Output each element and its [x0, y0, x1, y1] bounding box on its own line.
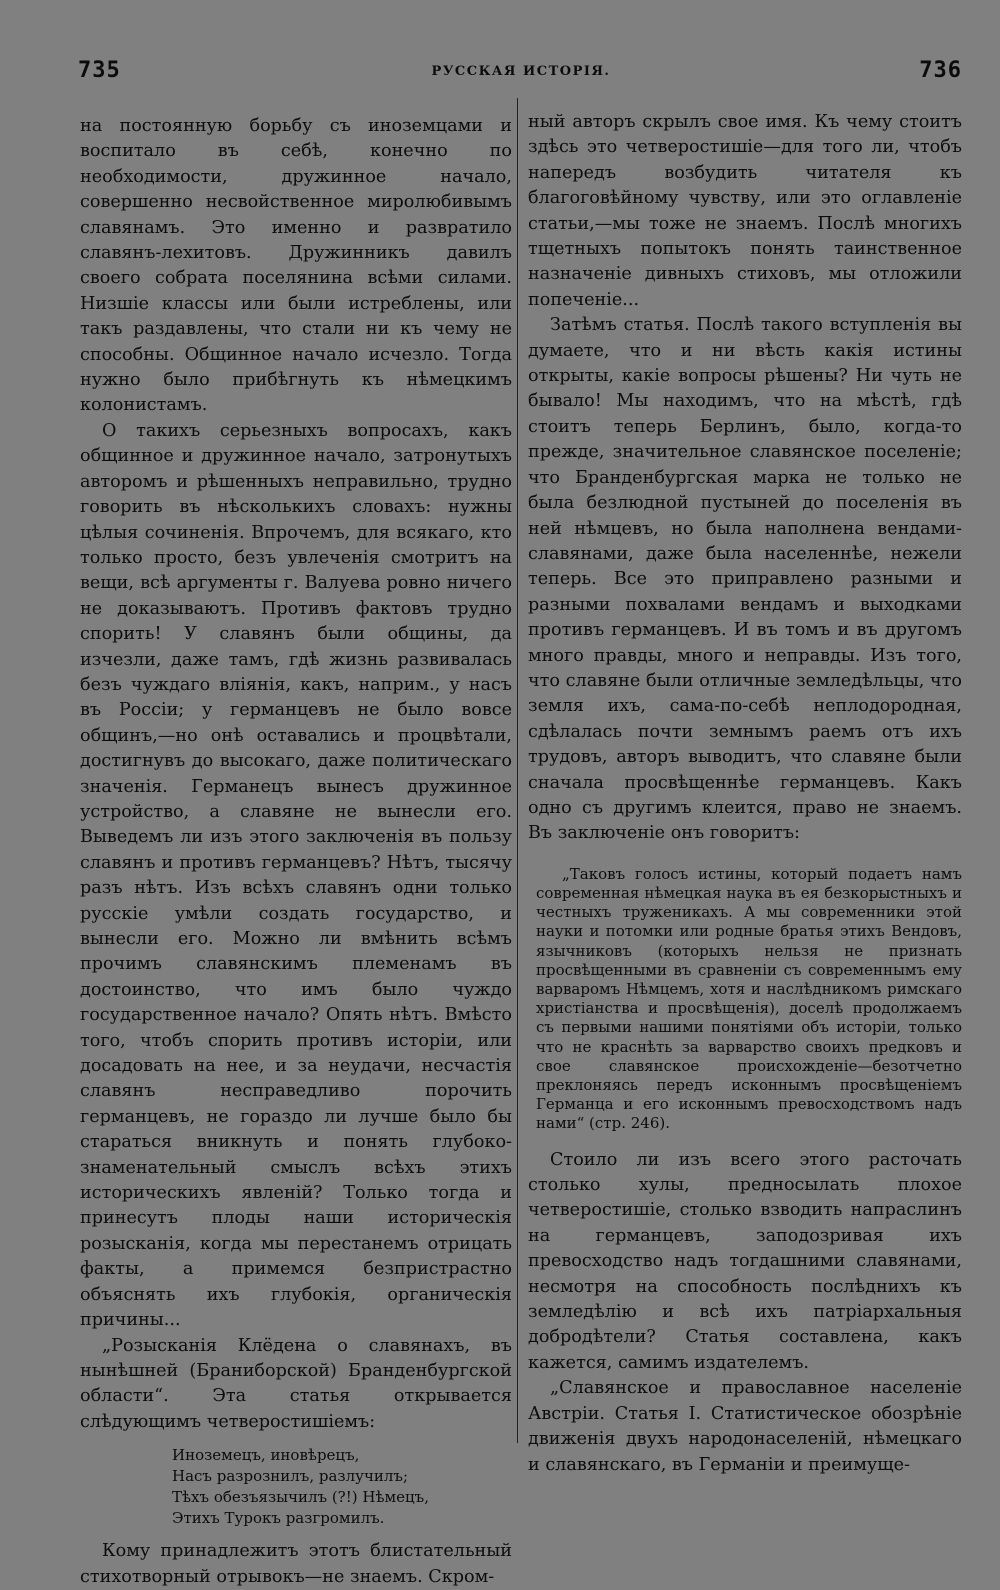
- quatrain: [172, 1445, 512, 1529]
- right-paragraph-2: Затѣмъ статья. Послѣ такого вступленія вы думаете, что и ни вѣсть какія истины открыты, какіе вопросы рѣшены? Ни чуть не бывало! Мы находимъ, что на мѣстѣ, гдѣ стоитъ теперь Берлинъ, было, когда-то прежде, значительное славянское поселеніе; что Бранденбургская марка не только не была безлюдной пустыней до поселенія въ ней нѣмцевъ, но была наполнена вендами-славянами, даже была населеннѣе, нежели теперь. Все это приправлено разными и разными похвалами вендамъ и выходками противъ германцевъ. И въ томъ и въ другомъ много правды, много и неправды. Изъ того, что славяне были отличные земледѣльцы, что земля ихъ, сама-по-себѣ неплодородная, сдѣлалась почти земнымъ раемъ отъ ихъ трудовъ, авторъ выводитъ, что славяне были сначала просвѣщеннѣе германцевъ. Какъ одно съ другимъ клеится, право не знаемъ. Въ заключеніе онъ говоритъ:: [528, 315, 962, 844]
- right-column: [528, 110, 962, 1478]
- poem-line: Тѣхъ обезъязычилъ (?!) Нѣмецъ,: [172, 1488, 429, 1507]
- left-column: [80, 110, 512, 1590]
- right-paragraph-3: Стоило ли изъ всего этого расточать столько хулы, предносылать плохое четверостишіе, столько взводить напраслинъ на германцевъ, заподозривая ихъ превосходство надъ тогдашними славянами, несмотря на способность послѣднихъ къ земледѣлію и всѣ ихъ патріархальныя добродѣтели? Статья составлена, какъ кажется, самимъ издателемъ.: [528, 1149, 962, 1373]
- left-paragraph-3: „Розысканія Клёдена о славянахъ, въ нынѣшней (Браниборской) Бранденбургской области“. Эта статья открывается слѣдующимъ четверостишіемъ:: [80, 1335, 512, 1432]
- poem-line: Этихъ Турокъ разгромилъ.: [172, 1509, 385, 1528]
- column-divider: [517, 98, 518, 1443]
- block-quote: „Таковъ голосъ истины, который подаетъ намъ современная нѣмецкая наука въ ея безкорыстныхъ и честныхъ труженикахъ. А мы современники этой науки и потомки или родные братья этихъ Вендовъ, язычниковъ (которыхъ нельзя не признать просвѣщенными въ сравненіи съ современнымъ ему варваромъ Нѣмцемъ, хотя и наслѣдникомъ римскаго христіанства и просвѣщенія), доселѣ продолжаемъ съ первыми нашими понятіями объ исторіи, только что не краснѣть за варварство своихъ предковъ и свое славянское происхожденіе—безотчетно преклоняясь передъ исконнымъ просвѣщеніемъ Германца и его исконнымъ превосходствомъ надъ нами“ (стр. 246).: [536, 864, 962, 1133]
- right-paragraph-4: „Славянское и православное населеніе Австріи. Статья I. Статистическое обозрѣніе движенія двухъ народонаселеній, нѣмецкаго и славянскаго, въ Германіи и преимуще-: [528, 1378, 962, 1475]
- page-header: [78, 58, 964, 88]
- left-paragraph-4: Кому принадлежитъ этотъ блистательный стихотворный отрывокъ—не знаемъ. Скром-: [80, 1541, 512, 1587]
- poem-line: Насъ разрознилъ, разлучилъ;: [172, 1467, 409, 1486]
- poem-line: Иноземецъ, иновѣрецъ,: [172, 1446, 360, 1465]
- left-page-number: 735: [78, 58, 121, 83]
- right-page-number: 736: [919, 58, 962, 83]
- running-title: РУССКАЯ ИСТОРІЯ.: [431, 64, 611, 79]
- left-paragraph-1: на постоянную борьбу съ иноземцами и воспитало въ себѣ, конечно по необходимости, дружинное начало, совершенно несвойственное миролюбивымъ славянамъ. Это именно и развратило славянъ-лехитовъ. Дружинникъ давилъ своего собрата поселянина всѣми силами. Низшіе классы или были истреблены, или такъ раздавлены, что стали ни къ чему не способны. Общинное начало исчезло. Тогда нужно было прибѣгнуть къ нѣмецкимъ колонистамъ.: [80, 116, 512, 416]
- right-paragraph-1: ный авторъ скрылъ свое имя. Къ чему стоитъ здѣсь это четверостишіе—для того ли, чтобъ напередъ возбудить читателя къ благоговѣйному чувству, или это оглавленіе статьи,—мы тоже не знаемъ. Послѣ многихъ тщетныхъ попытокъ понять таинственное назначеніе дивныхъ стиховъ, мы отложили попеченіе...: [528, 112, 962, 310]
- left-paragraph-2: О такихъ серьезныхъ вопросахъ, какъ общинное и дружинное начало, затронутыхъ авторомъ и рѣшенныхъ неправильно, трудно говорить въ нѣсколькихъ словахъ: нужны цѣлыя сочиненія. Впрочемъ, для всякаго, кто только просто, безъ увлеченія смотритъ на вещи, всѣ аргументы г. Валуева ровно ничего не доказываютъ. Противъ фактовъ трудно спорить! У славянъ были общины, да изчезли, даже тамъ, гдѣ жизнь развивалась безъ чуждаго вліянія, какъ, наприм., у насъ въ Россіи; у германцевъ не было вовсе общинъ,—но онѣ оставались и процвѣтали, достигнувъ до высокаго, даже политическаго значенія. Германецъ вынесъ дружинное устройство, а славяне не вынесли его. Выведемъ ли изъ этого заключенія въ пользу славянъ и противъ германцевъ? Нѣтъ, тысячу разъ нѣтъ. Изъ всѣхъ славянъ одни только русскіе умѣли создать государство, и вынесли его. Можно ли вмѣнить всѣмъ прочимъ славянскимъ племенамъ въ достоинство, что имъ было чуждо государственное начало? Опять нѣтъ. Вмѣсто того, чтобъ спорить противъ исторіи, или досадовать на нее, и за неудачи, несчастія славянъ несправедливо порочить германцевъ, не гораздо ли лучше было бы стараться вникнуть и понять глубоко-знаменательный смыслъ всѣхъ этихъ историческихъ явленій? Только тогда и принесутъ плоды наши историческія розысканія, когда мы перестанемъ отрицать факты, а примемся безпристрастно объяснять ихъ глубокія, органическія причины...: [80, 420, 512, 1331]
